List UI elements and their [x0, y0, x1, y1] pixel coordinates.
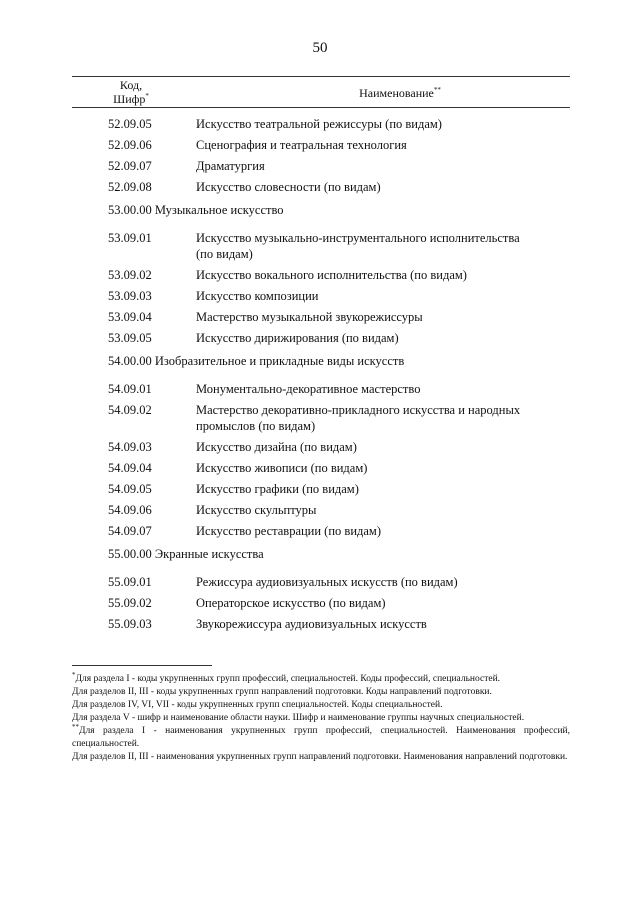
row-name: Драматургия: [196, 159, 265, 173]
row-name: Искусство композиции: [196, 289, 319, 303]
table-row: [72, 502, 570, 518]
row-name: Режиссура аудиовизуальных искусств (по видам): [196, 575, 458, 589]
footnote-marker: **: [72, 722, 79, 731]
row-code: 52.09.05: [108, 117, 152, 131]
row-code: 55.09.02: [108, 596, 152, 610]
row-name: Искусство музыкально-инструментального исполнительства (по видам): [196, 231, 520, 261]
footnote-marker: *: [145, 92, 149, 100]
row-name: Сценография и театральная технология: [196, 138, 407, 152]
row-name: Искусство словесности (по видам): [196, 180, 381, 194]
table-row: [72, 402, 570, 434]
row-code: 55.09.01: [108, 575, 152, 589]
table-header-top-rule: [72, 76, 570, 77]
footnote-text: Для разделов IV, VI, VII - коды укрупненных групп специальностей. Коды специальностей.: [72, 700, 443, 710]
footnote-line: [72, 722, 570, 751]
footnotes: [72, 670, 570, 764]
table-header-code-line2: [95, 92, 167, 106]
footnote-text: Для раздела I - наименования укрупненных групп профессий, специальностей. Наименования профессий, специальностей.: [72, 726, 570, 749]
row-name: Мастерство декоративно-прикладного искусства и народных промыслов (по видам): [196, 403, 521, 433]
row-name: Искусство графики (по видам): [196, 482, 359, 496]
table-row: [72, 330, 570, 346]
row-code: 54.09.07: [108, 524, 152, 538]
table-row: [72, 381, 570, 397]
row-name: Мастерство музыкальной звукорежиссуры: [196, 310, 423, 324]
table-header-bottom-rule: [72, 107, 570, 108]
row-name: Монументально-декоративное мастерство: [196, 382, 421, 396]
row-name: Искусство вокального исполнительства (по видам): [196, 268, 467, 282]
section-heading: 55.00.00 Экранные искусства: [108, 547, 264, 561]
row-code: 54.09.04: [108, 461, 152, 475]
row-name: Искусство реставрации (по видам): [196, 524, 381, 538]
table-row: [72, 309, 570, 325]
table-row: [72, 158, 570, 174]
footnote-separator: [72, 665, 212, 666]
row-name: Искусство театральной режиссуры (по видам): [196, 117, 442, 131]
row-name: Звукорежиссура аудиовизуальных искусств: [196, 617, 427, 631]
table-row: [72, 288, 570, 304]
table-row: [72, 439, 570, 455]
footnote-line: [72, 670, 570, 686]
table-header-name-text: Наименование: [359, 86, 434, 100]
row-code: 53.09.03: [108, 289, 152, 303]
table-row: [72, 574, 570, 590]
row-code: 54.09.03: [108, 440, 152, 454]
row-code: 54.09.01: [108, 382, 152, 396]
footnote-text: Для раздела I - коды укрупненных групп профессий, специальностей. Коды профессий, специальностей.: [75, 674, 501, 684]
table-row: [72, 230, 570, 262]
footnote-line: [72, 712, 570, 725]
row-name: Искусство дизайна (по видам): [196, 440, 357, 454]
row-name: Операторское искусство (по видам): [196, 596, 386, 610]
row-code: 55.09.03: [108, 617, 152, 631]
table-row: [72, 137, 570, 153]
row-code: 52.09.06: [108, 138, 152, 152]
page-number: 50: [312, 40, 328, 56]
footnote-marker: *: [72, 670, 76, 679]
footnote-text: Для разделов II, III - наименования укрупненных групп направлений подготовки. Наименования направлений подготовки.: [72, 752, 568, 762]
row-name: Искусство дирижирования (по видам): [196, 331, 399, 345]
row-name: Искусство живописи (по видам): [196, 461, 368, 475]
table-header-code-line1: Код,: [119, 78, 143, 92]
table-row: [72, 116, 570, 132]
footnote-marker: **: [433, 86, 441, 94]
row-code: 54.09.02: [108, 403, 152, 417]
section-heading: 54.00.00 Изобразительное и прикладные виды искусств: [108, 354, 405, 368]
row-code: 53.09.04: [108, 310, 152, 324]
footnote-text: Для раздела V - шифр и наименование области науки. Шифр и наименование группы научных специальностей.: [72, 713, 525, 723]
row-code: 54.09.06: [108, 503, 152, 517]
row-code: 53.09.01: [108, 231, 152, 245]
table-header-code: [95, 78, 167, 106]
row-code: 52.09.08: [108, 180, 152, 194]
classification-table-body: [72, 116, 570, 637]
table-row: [72, 523, 570, 539]
table-row: [72, 460, 570, 476]
footnote-line: [72, 686, 570, 699]
footnote-line: [72, 751, 570, 764]
row-code: 52.09.07: [108, 159, 152, 173]
table-header-name: [300, 86, 500, 101]
row-name: Искусство скульптуры: [196, 503, 317, 517]
footnote-line: [72, 699, 570, 712]
table-row: [72, 595, 570, 611]
table-row: [72, 616, 570, 632]
row-code: 53.09.02: [108, 268, 152, 282]
table-header-code-text: Шифр: [113, 92, 146, 106]
table-row: [72, 179, 570, 195]
row-code: 53.09.05: [108, 331, 152, 345]
table-row: [72, 481, 570, 497]
row-code: 54.09.05: [108, 482, 152, 496]
table-row: [72, 267, 570, 283]
footnote-text: Для разделов II, III - коды укрупненных групп направлений подготовки. Коды направлений подготовки.: [72, 687, 492, 697]
section-heading: 53.00.00 Музыкальное искусство: [108, 203, 284, 217]
